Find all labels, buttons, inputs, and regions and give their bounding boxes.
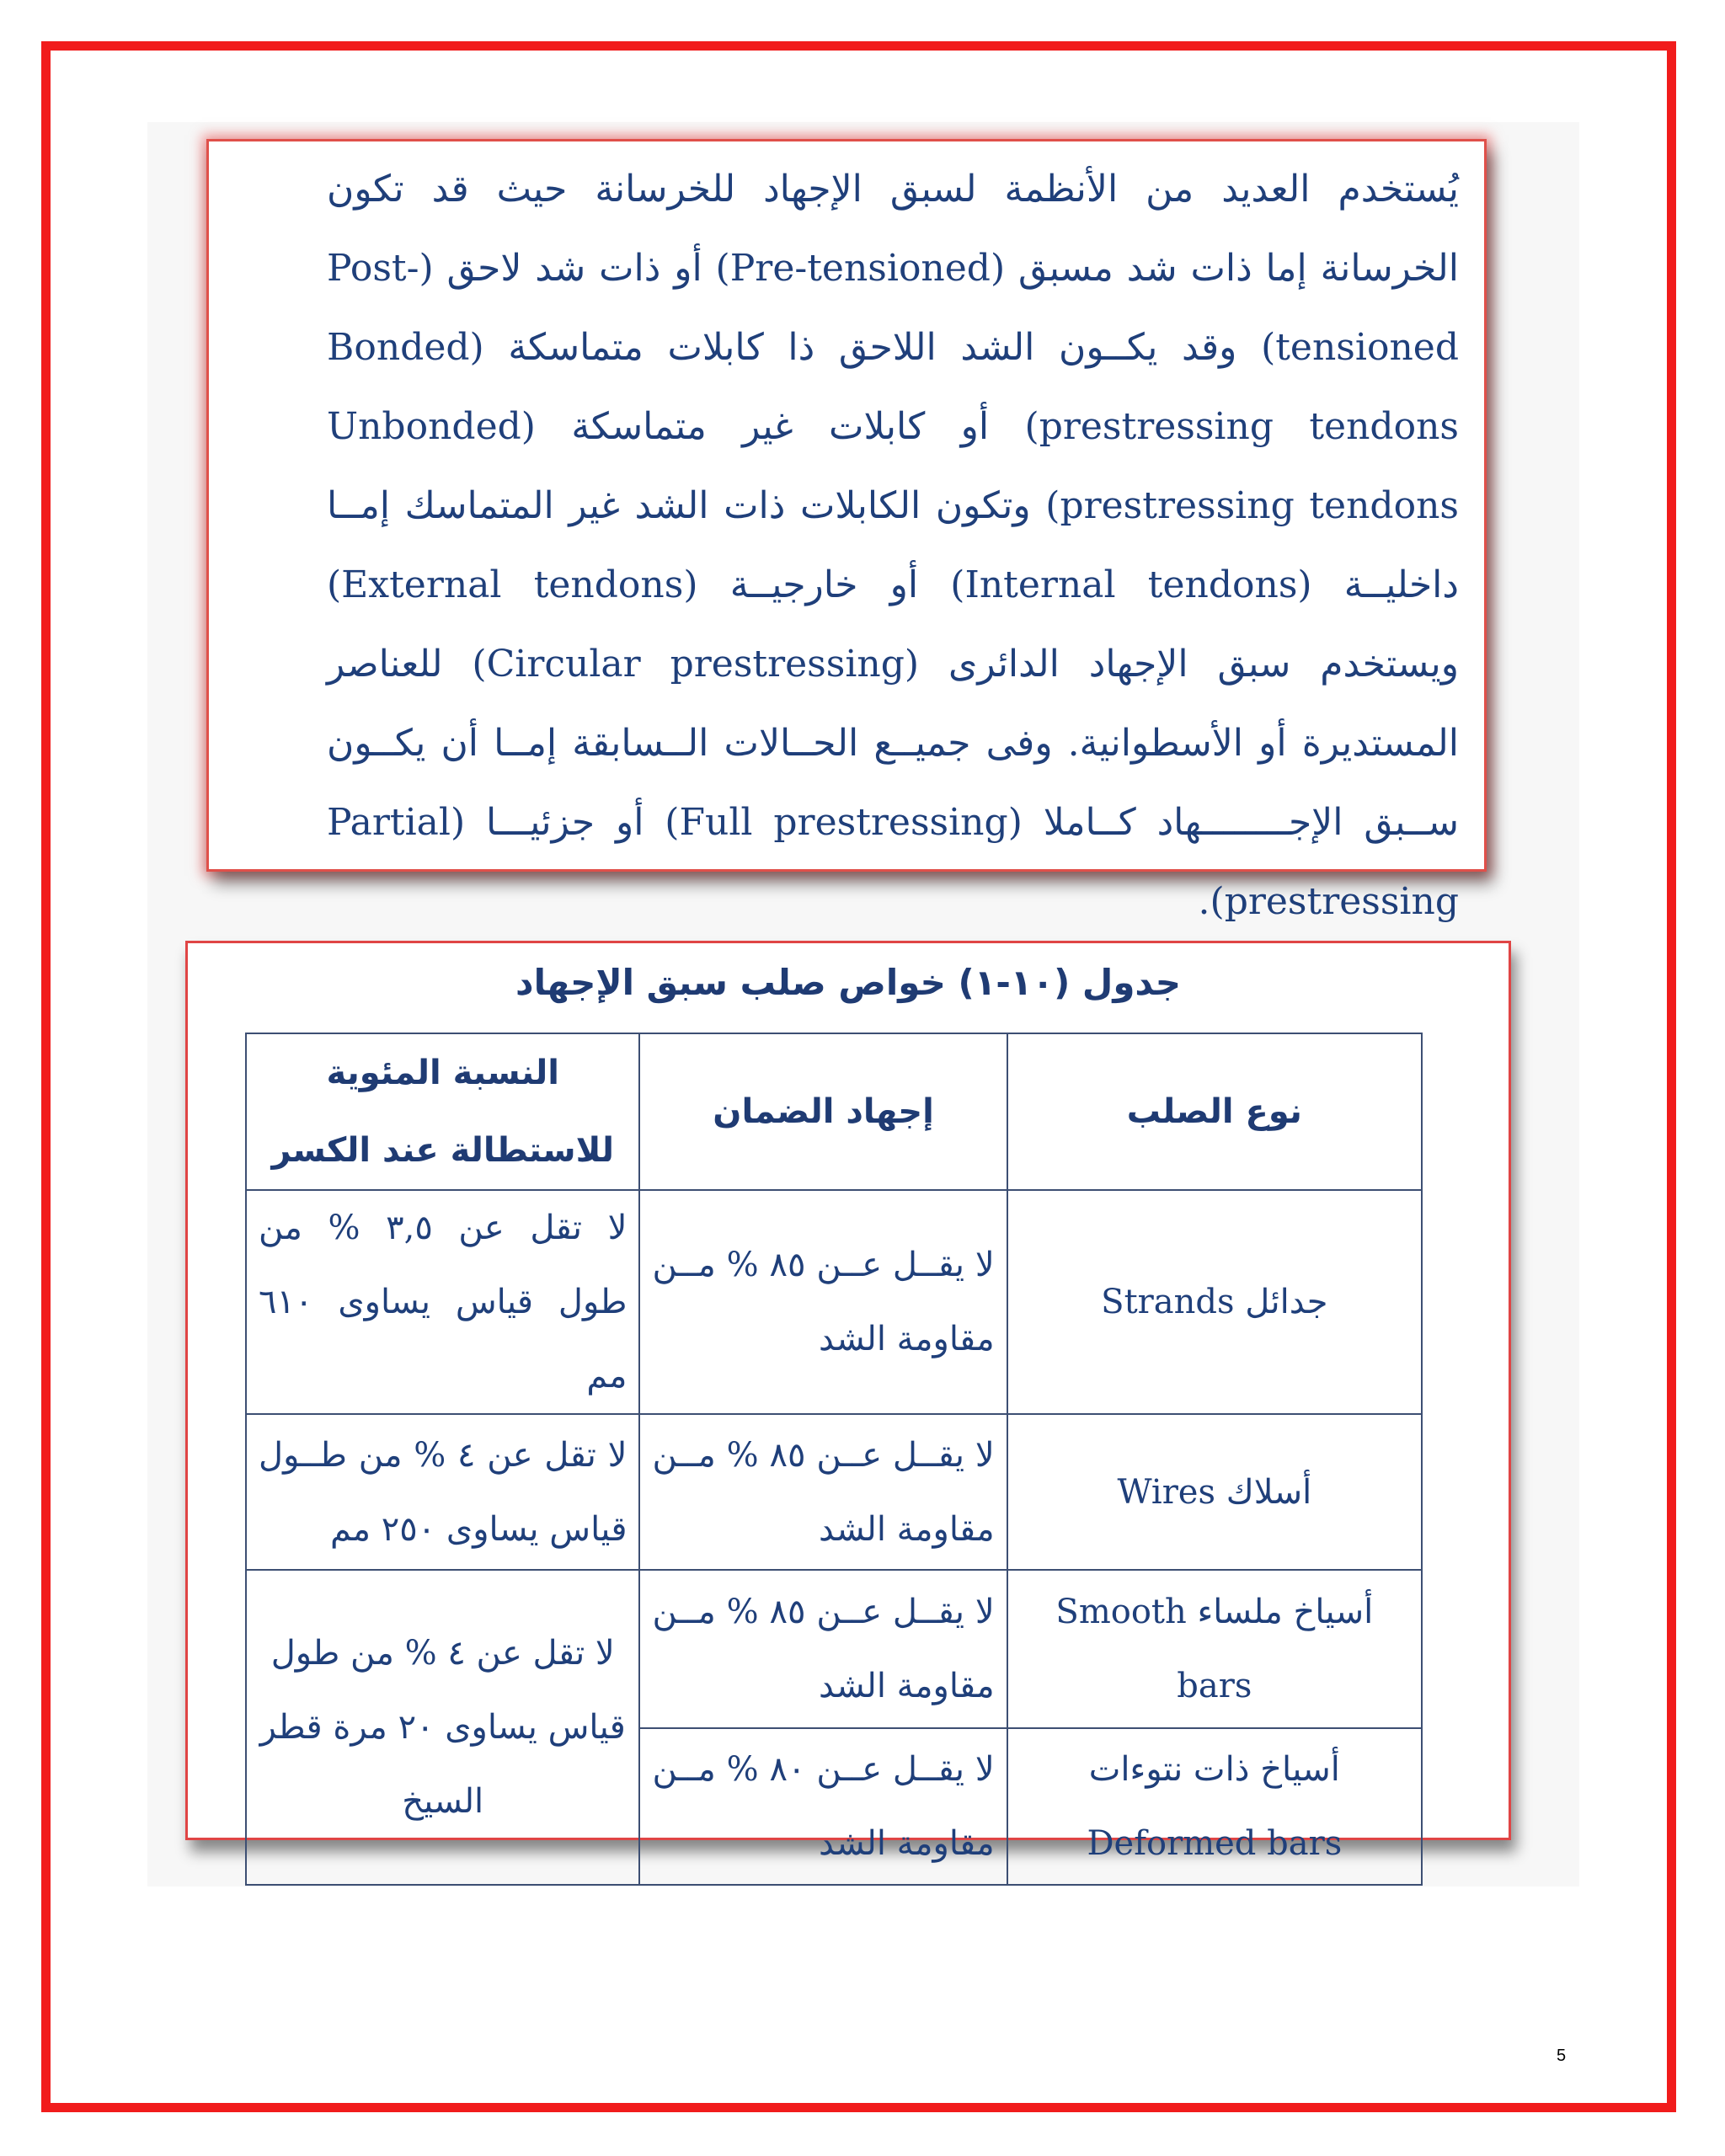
cell-elongation: لا تقل عن ٣,٥ % من طول قياس يساوى ٦١٠ مم — [246, 1190, 639, 1414]
table-row — [246, 1190, 1422, 1414]
cell-elongation: لا تقل عن ٤ % من طول قياس يساوى ٢٠ مرة قطر السيخ — [246, 1570, 639, 1885]
cell-steel-type: أسياخ ملساء Smooth bars — [1007, 1570, 1422, 1728]
page-number: 5 — [1557, 2047, 1567, 2065]
cell-steel-type: أسياخ ذات نتوءات Deformed bars — [1007, 1728, 1422, 1885]
table-header-row — [246, 1033, 1422, 1190]
paragraph-box — [206, 139, 1487, 923]
cell-proof-stress: لا يقــل عــن ٨٥ % مــن مقاومة الشد — [639, 1414, 1007, 1570]
header-proof-stress: إجهاد الضمان — [639, 1033, 1007, 1190]
table-caption: جدول (١٠-١) خواص صلب سبق الإجهاد — [515, 962, 1181, 1003]
paragraph-text: يُستخدم العديد من الأنظمة لسبق الإجهاد للخرسانة حيث قد تكون الخرسانة إما ذات شد مسبق (Pre-tensioned) أو ذات شد لاحق (Post-tensioned) وقد يكــون الشد اللاحق ذا كابلات متماسكة (Bonded prestressing tendons) أو كابلات غير متماسكة (Unbonded prestressing tendons) وتكون الكابلات ذات الشد غير المتماسك إمــا داخليــة (Internal tendons) أو خارجيــة (External tendons) ويستخدم سبق الإجهاد الدائرى (Circular prestressing) للعناصر المستديرة أو الأسطوانية. وفى جميــع الحــالات الــسابقة إمــا أن يكــون ســبق الإجــــــــهاد كــاملا (Full prestressing) أو جزئيـــا (Partial prestressing). — [327, 168, 1460, 923]
header-steel-type: نوع الصلب — [1007, 1033, 1422, 1190]
cell-steel-type: أسلاك Wires — [1007, 1414, 1422, 1570]
cell-proof-stress: لا يقــل عــن ٨٥ % مــن مقاومة الشد — [639, 1190, 1007, 1414]
steel-properties-table — [245, 1033, 1423, 1886]
cell-proof-stress: لا يقــل عــن ٨٥ % مــن مقاومة الشد — [639, 1570, 1007, 1728]
table-row — [246, 1414, 1422, 1570]
cell-proof-stress: لا يقــل عــن ٨٠ % مــن مقاومة الشد — [639, 1728, 1007, 1885]
table-row — [246, 1570, 1422, 1728]
cell-steel-type: جدائل Strands — [1007, 1190, 1422, 1414]
cell-elongation: لا تقل عن ٤ % من طــول قياس يساوى ٢٥٠ مم — [246, 1414, 639, 1570]
header-elongation: النسبة المئوية للاستطالة عند الكسر — [246, 1033, 639, 1190]
table-box — [185, 941, 1511, 1863]
